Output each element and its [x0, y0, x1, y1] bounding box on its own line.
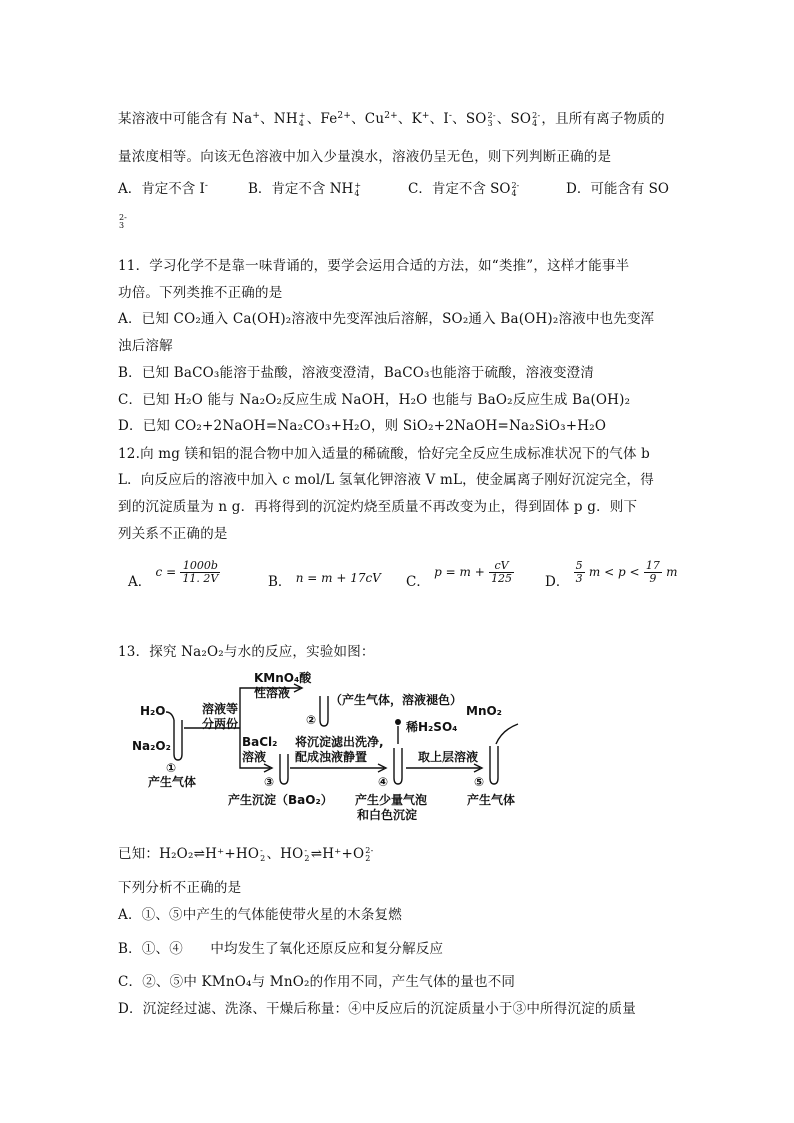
q10-option-d-scripts	[119, 214, 127, 230]
bacl2-text-1: BaCl₂	[242, 735, 278, 749]
known-text: ⇌H⁺+O	[310, 846, 365, 862]
q13-option-d: D．沉淀经过滤、洗涤、干燥后称量：④中反应后的沉淀质量小于③中所得沉淀的质量	[118, 1001, 636, 1017]
ion-charge: 2+	[384, 111, 398, 121]
fraction	[180, 560, 220, 585]
tube-4-result-1: 产生少量气泡	[355, 793, 428, 807]
q10-line-1	[118, 107, 665, 128]
subscript: 4	[298, 118, 305, 128]
charge: +	[298, 110, 306, 120]
q11-option-a-line-2: 浊后溶解	[118, 338, 173, 354]
q13-option-a: A．①、⑤中产生的气体能使带火星的木条复燃	[118, 907, 402, 923]
q10-text: 、Fe	[306, 111, 338, 127]
result-2-text: （产生气体，溶液褪色）	[330, 693, 463, 707]
tube-1-result: 产生气体	[148, 775, 197, 789]
charge: -	[304, 845, 308, 855]
q10-text: 、Cu	[351, 111, 385, 127]
denominator: 125	[491, 572, 513, 585]
ion-charge: +	[252, 111, 261, 121]
q12-line-4: 列关系不正确的是	[118, 526, 228, 542]
split-text-2: 分两份	[202, 717, 239, 731]
subscript: 3	[119, 221, 125, 230]
charge: -	[260, 845, 264, 855]
kmno4-text-1: KMnO₄酸	[254, 671, 312, 685]
known-text: 已知：H₂O₂⇌H⁺+HO	[118, 846, 260, 862]
q13-option-b: B．①、④ 中均发生了氧化还原反应和复分解反应	[118, 941, 444, 957]
denominator: 11. 2V	[182, 572, 219, 585]
subscript: 4	[511, 188, 517, 198]
filter-text-2: 配成浊液静置	[295, 750, 368, 764]
charge: +	[354, 180, 362, 190]
q10-text: ，且所有离子物质的	[541, 111, 665, 127]
q13-ask: 下列分析不正确的是	[118, 880, 242, 896]
nh4-scripts	[299, 112, 306, 128]
dropper-bulb	[395, 719, 401, 725]
subscript: 4	[354, 188, 360, 198]
split-text-1: 溶液等	[202, 702, 239, 716]
nh4-scripts	[354, 182, 361, 198]
so4-scripts	[532, 112, 540, 128]
subscript: 3	[487, 118, 493, 128]
charge: 2-	[119, 213, 127, 222]
ho2-scripts	[304, 847, 309, 863]
q10-text: 、SO	[452, 111, 487, 127]
experiment-diagram	[130, 668, 530, 828]
numerator: cV	[489, 560, 514, 573]
test-tube-1	[174, 720, 182, 760]
q11-option-d: D．已知 CO₂+2NaOH=Na₂CO₃+H₂O，则 SiO₂+2NaOH=Na₂SiO₃+H₂O	[118, 418, 607, 434]
test-tube-3	[280, 754, 288, 784]
denominator: 3	[575, 572, 583, 585]
tube-3-result: 产生沉淀（BaO₂）	[228, 793, 333, 807]
q12-option-b	[268, 566, 381, 590]
numerator: 1000b	[180, 560, 220, 573]
q10-text: 、K	[397, 111, 422, 127]
tube-3-number: ③	[264, 775, 275, 789]
q11-option-b: B．已知 BaCO₃能溶于盐酸，溶液变澄清，BaCO₃也能溶于硫酸，溶液变澄清	[118, 365, 595, 381]
formula: n = m + 17cV	[295, 571, 381, 585]
so3-scripts	[488, 112, 496, 128]
upper-layer-text: 取上层溶液	[418, 750, 479, 764]
subscript: 4	[532, 118, 538, 128]
q10-text: 、NH	[260, 111, 298, 127]
q10-option-c	[408, 177, 520, 198]
tube-4-number: ④	[378, 775, 389, 789]
tube-2-number: ②	[306, 713, 317, 727]
test-tube-5	[490, 746, 498, 784]
formula: m < p <	[588, 565, 640, 579]
q10-option-a	[118, 177, 208, 197]
numerator: 5	[575, 559, 583, 572]
charge: 2-	[532, 110, 541, 120]
bacl2-text-2: 溶液	[242, 750, 267, 764]
so4-scripts	[511, 182, 519, 198]
charge: 2-	[511, 180, 520, 190]
tube-5-number: ⑤	[474, 775, 485, 789]
charge: 2-	[487, 110, 496, 120]
kmno4-text-2: 性溶液	[254, 686, 291, 700]
subscript: 2	[304, 853, 310, 863]
mno2-label: MnO₂	[466, 704, 502, 718]
option-text: A．肯定不含 I	[118, 181, 205, 197]
h2o-label: H₂O	[140, 704, 166, 718]
numerator: 17	[645, 559, 660, 572]
formula: m	[666, 565, 678, 579]
h2so4-label: 稀H₂SO₄	[406, 720, 458, 734]
tube-4-result-2: 和白色沉淀	[357, 808, 418, 822]
option-label: C．	[406, 574, 430, 590]
q11-line-2: 功倍。下列类推不正确的是	[118, 285, 283, 301]
q11-line-1: 11．学习化学不是靠一味背诵的，要学会运用合适的方法，如“类推”，这样才能事半	[118, 258, 630, 274]
charge: 2-	[365, 845, 374, 855]
q13-option-c: C．②、⑤中 KMnO₄与 MnO₂的作用不同，产生气体的量也不同	[118, 974, 516, 990]
na2o2-label: Na₂O₂	[132, 739, 171, 753]
o2-scripts	[365, 847, 373, 863]
option-text: C．肯定不含 SO	[408, 181, 511, 197]
option-label: B．	[268, 574, 292, 590]
fraction	[489, 560, 514, 585]
ion-charge: -	[448, 111, 453, 121]
ion-charge: +	[421, 111, 430, 121]
formula-lhs: p = m +	[434, 565, 485, 579]
q12-line-2: L．向反应后的溶液中加入 c mol/L 氢氧化钾溶液 V mL，使金属离子刚好沉淀完全，得	[118, 472, 654, 488]
option-text: B．肯定不含 NH	[248, 181, 354, 197]
q10-text: 某溶液中可能含有 Na	[118, 111, 253, 127]
q13-known	[118, 842, 374, 863]
q10-text: 、I	[429, 111, 449, 127]
q11-option-a-line-1: A．已知 CO₂通入 Ca(OH)₂溶液中先变浑浊后溶解，SO₂通入 Ba(OH)₂溶液中也先变浑	[118, 311, 655, 327]
ion-charge: 2+	[337, 111, 352, 121]
formula-lhs: c =	[155, 565, 177, 579]
q10-option-b	[248, 177, 362, 198]
q12-option-a	[128, 559, 220, 590]
q12-option-d	[545, 559, 678, 590]
subscript: 2	[260, 853, 266, 863]
q10-option-d: D．可能含有 SO	[566, 181, 669, 197]
fraction	[574, 560, 585, 585]
ion-charge: -	[204, 181, 208, 191]
q10-line-2: 量浓度相等。向该无色溶液中加入少量溴水，溶液仍呈无色，则下列判断正确的是	[118, 149, 612, 165]
q12-line-1: 12.向 mg 镁和铝的混合物中加入适量的稀硫酸，恰好完全反应生成标准状况下的气体 b	[118, 446, 651, 462]
option-label: A．	[128, 574, 152, 590]
known-text: 、HO	[266, 846, 304, 862]
subscript: 2	[365, 853, 371, 863]
ho2-scripts	[260, 847, 265, 863]
filter-text-1: 将沉淀滤出洗净,	[295, 735, 384, 749]
option-label: D．	[545, 574, 570, 590]
q12-line-3: 到的沉淀质量为 n g．再将得到的沉淀灼烧至质量不再改变为止，得到固体 p g．则下	[118, 499, 638, 515]
q12-option-c	[406, 559, 514, 590]
tube-5-result: 产生气体	[467, 793, 516, 807]
denominator: 9	[649, 572, 657, 585]
q10-text: 、SO	[496, 111, 532, 127]
fraction	[644, 560, 662, 585]
spatula	[496, 724, 518, 744]
q13-title: 13．探究 Na₂O₂与水的反应，实验如图：	[118, 644, 375, 660]
h2o-arrow	[166, 712, 174, 720]
q11-option-c: C．已知 H₂O 能与 Na₂O₂反应生成 NaOH，H₂O 也能与 BaO₂反应生成 Ba(OH)₂	[118, 392, 631, 408]
test-tube-4	[394, 748, 402, 784]
test-tube-2	[320, 696, 328, 726]
tube-1-number: ①	[166, 761, 177, 775]
